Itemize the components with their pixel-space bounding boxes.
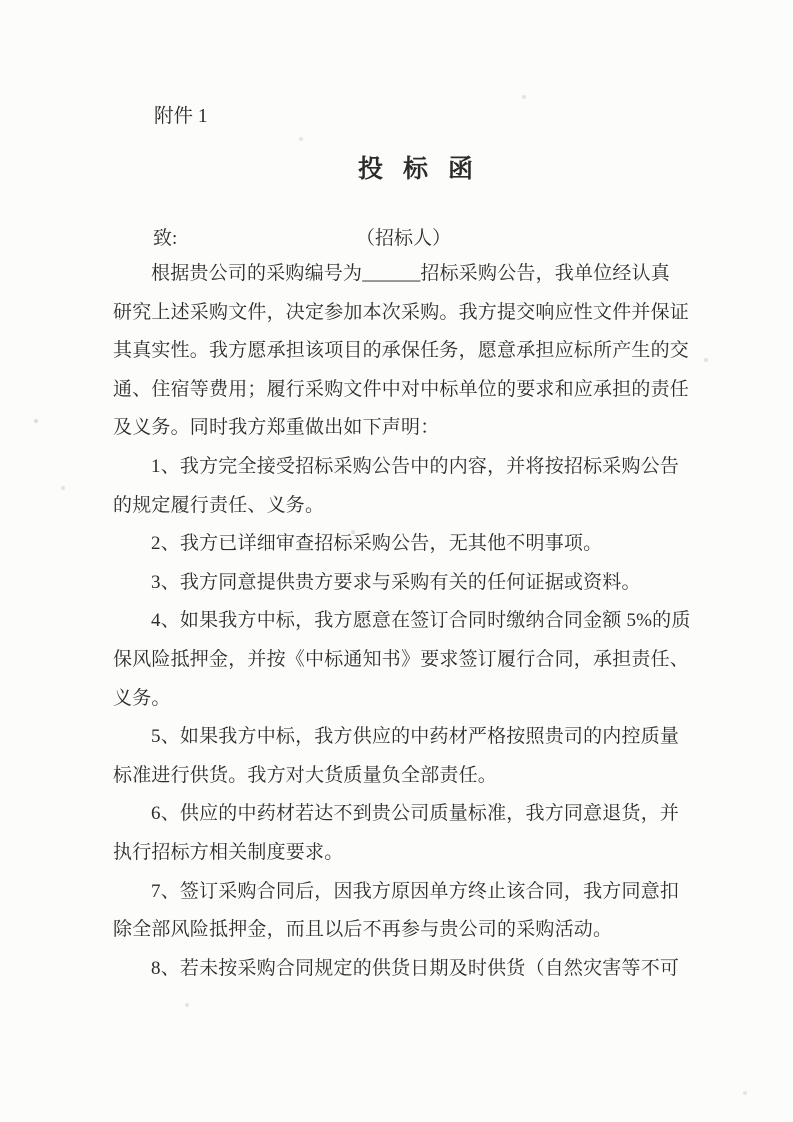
body-line-2: 研究上述采购文件，决定参加本次采购。我方提交响应性文件并保证	[113, 301, 690, 323]
document-body	[113, 255, 691, 988]
body-line-5: 及义务。同时我方郑重做出如下声明：	[113, 417, 440, 439]
body-line-1: 根据贵公司的采购编号为______招标采购公告，我单位经认真	[151, 263, 671, 284]
body-line-19: 8、若未按采购合同规定的供货日期及时供货（自然灾害等不可	[151, 957, 680, 979]
salutation-to: 致:	[153, 228, 178, 249]
body-line-10: 4、如果我方中标，我方愿意在签订合同时缴纳合同金额 5%的质	[151, 610, 691, 632]
body-line-13: 5、如果我方中标，我方供应的中药材严格按照贵司的内控质量	[151, 726, 680, 748]
body-line-12: 义务。	[113, 687, 171, 709]
attachment-label: 附件 1	[154, 106, 208, 127]
body-line-17: 7、签订采购合同后，因我方原因单方终止该合同，我方同意扣	[151, 880, 680, 902]
body-line-15: 6、供应的中药材若达不到贵公司质量标准，我方同意退货，并	[151, 803, 680, 825]
body-line-6: 1、我方完全接受招标采购公告中的内容，并将按招标采购公告	[151, 455, 680, 477]
body-line-8: 2、我方已详细审查招标采购公告，无其他不明事项。	[151, 533, 603, 555]
body-line-11: 保风险抵押金，并按《中标通知书》要求签订履行合同，承担责任、	[113, 648, 690, 670]
salutation-line	[0, 223, 793, 249]
body-line-9: 3、我方同意提供贵方要求与采购有关的任何证据或资料。	[151, 571, 641, 593]
body-line-18: 除全部风险抵押金，而且以后不再参与贵公司的采购活动。	[113, 919, 613, 941]
body-line-14: 标准进行供货。我方对大货质量负全部责任。	[113, 764, 498, 786]
body-line-3: 其真实性。我方愿承担该项目的承保任务，愿意承担应标所产生的交	[113, 340, 690, 362]
body-line-4: 通、住宿等费用；履行采购文件中对中标单位的要求和应承担的责任	[113, 378, 690, 400]
document-title: 投标函	[358, 155, 494, 183]
body-line-16: 执行招标方相关制度要求。	[113, 841, 344, 863]
salutation-recipient: （招标人）	[356, 228, 452, 249]
scan-specks	[0, 0, 2, 2]
body-line-7: 的规定履行责任、义务。	[113, 494, 325, 516]
